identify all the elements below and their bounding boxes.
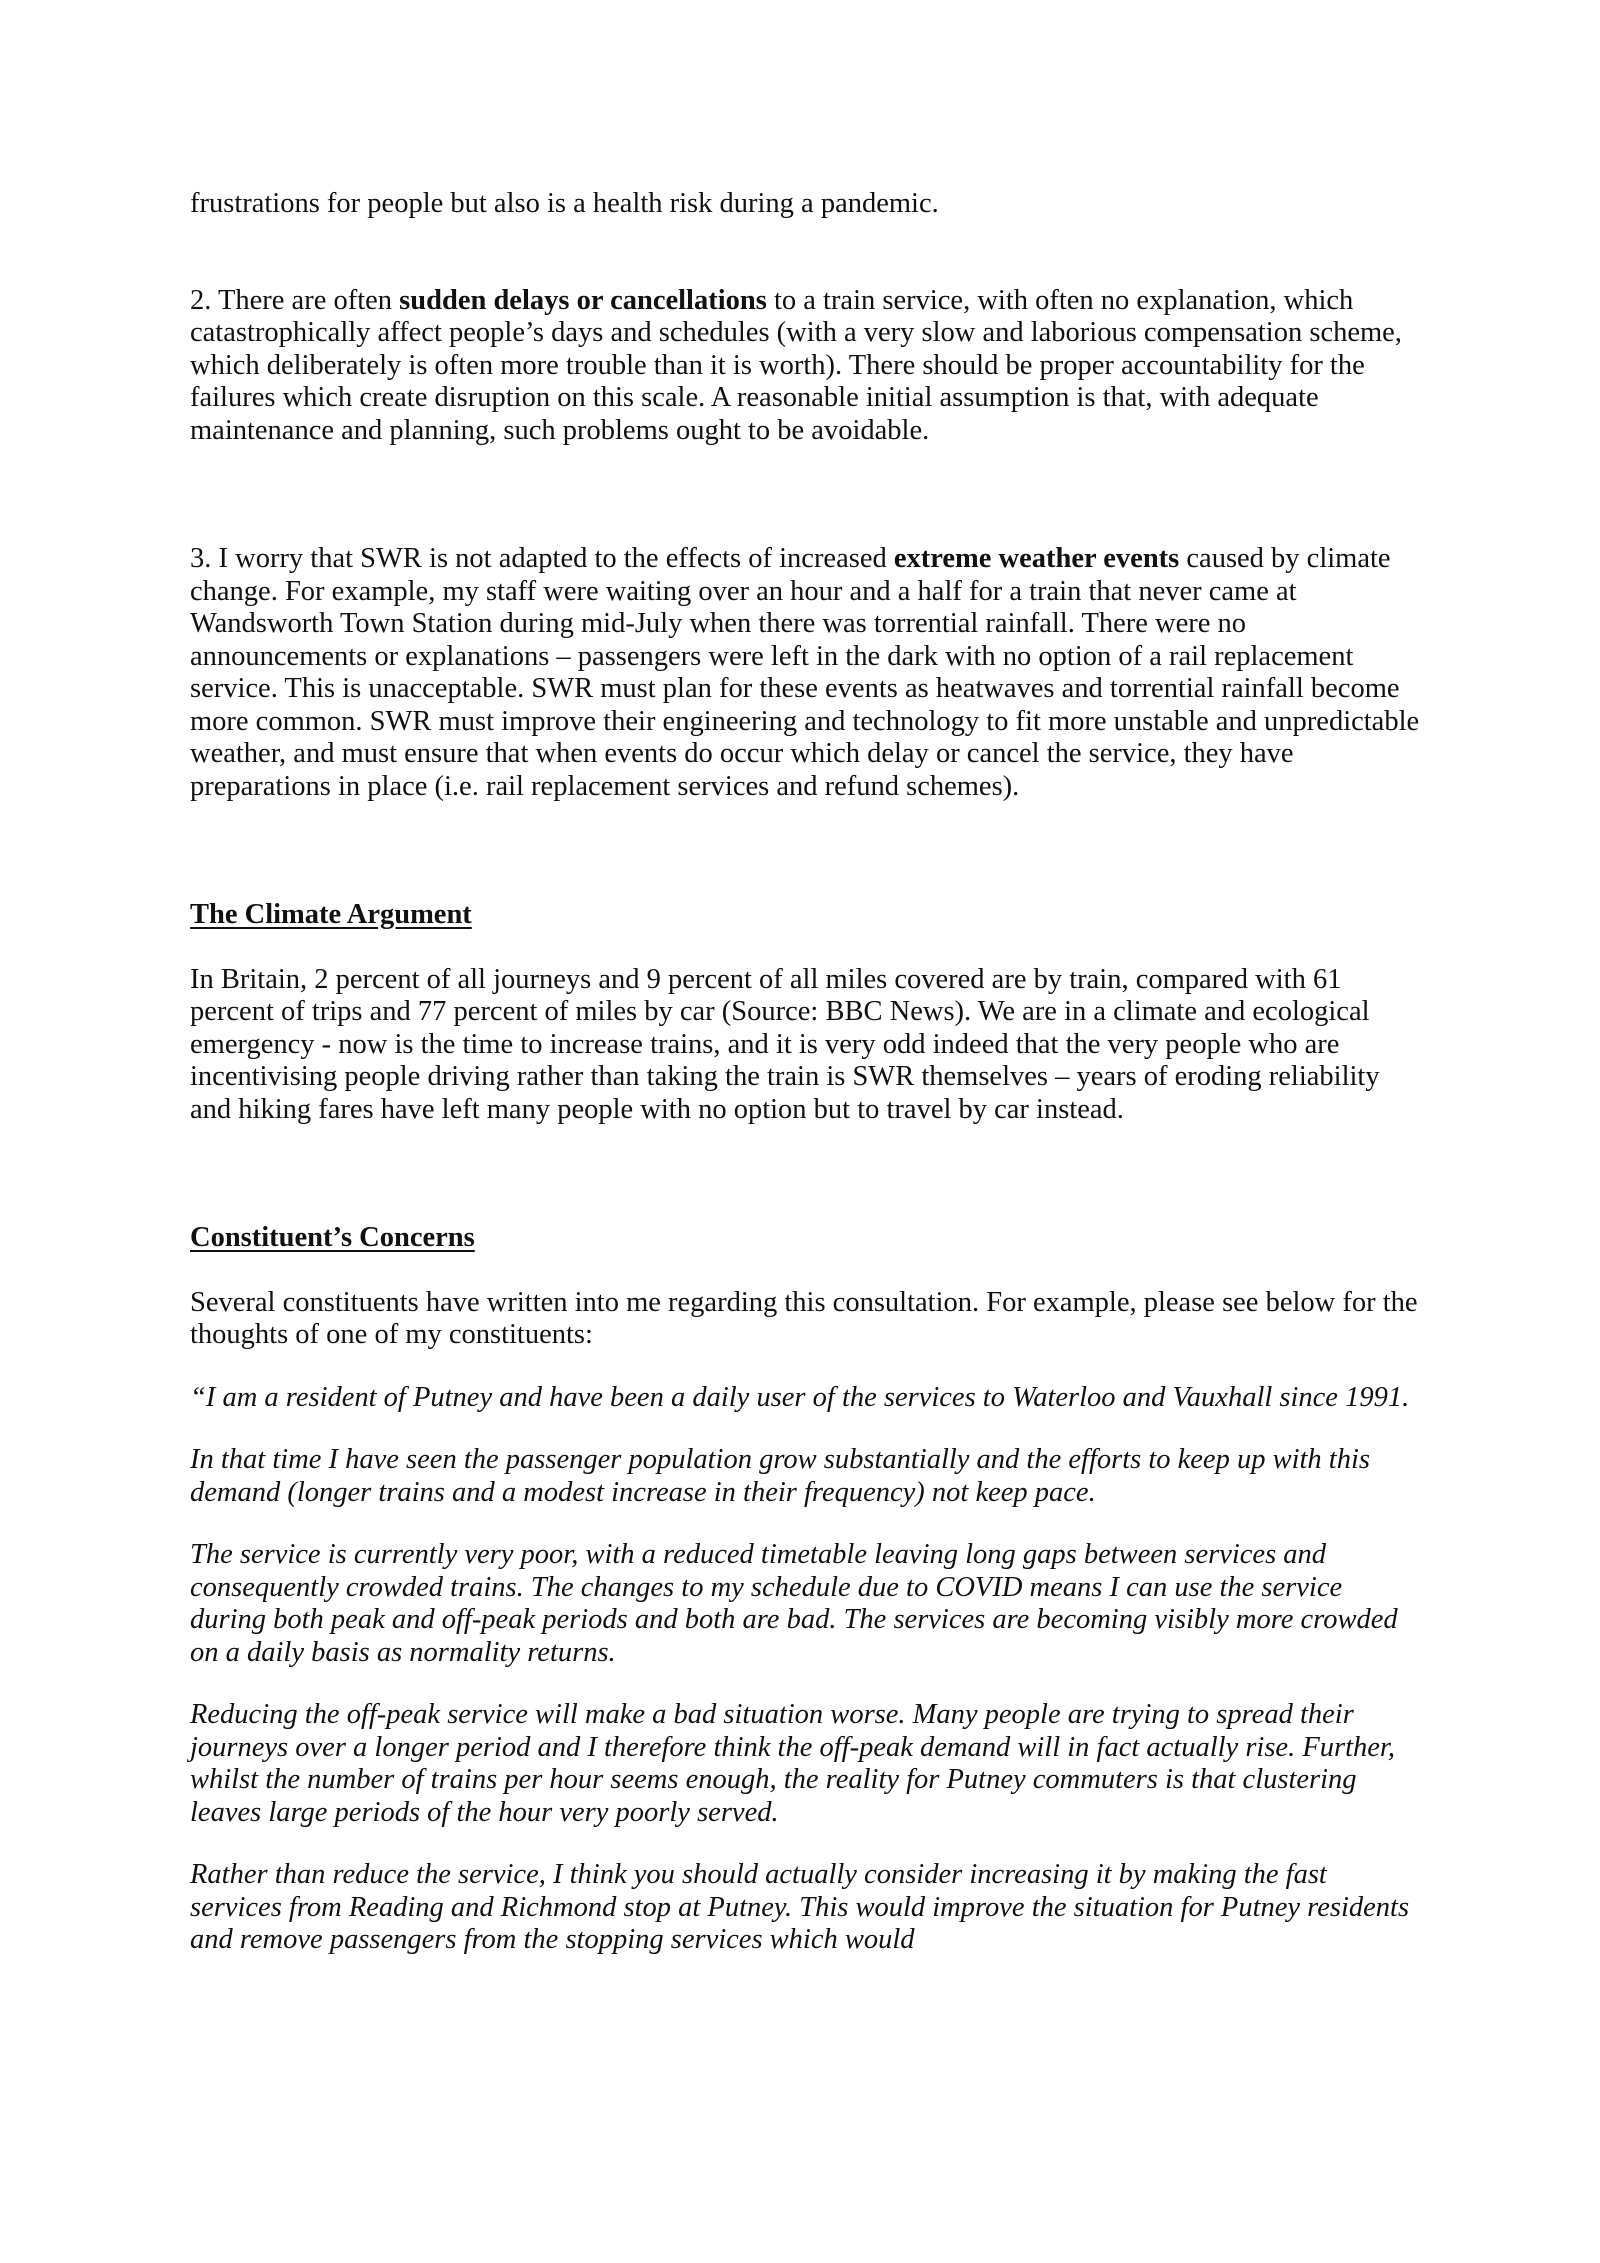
quote-paragraph-5: Rather than reduce the service, I think you should actually consider increasing it by making the fast services from Reading and Richmond stop at Putney. This would improve the situation for Putney residents and remove passengers from the stopping services which would [190,1859,1410,1955]
concerns-intro-paragraph: Several constituents have written into me regarding this consultation. For example, please see below for the thoughts of one of my constituents: [190,1286,1418,1350]
spacer [190,1829,1422,1859]
document-body [190,188,1422,1957]
spacer [190,1414,1422,1444]
point-3-bold-phrase: extreme weather events [893,543,1180,574]
spacer [190,1255,1422,1287]
paragraph-intro-continued: frustrations for people but also is a health risk during a pandemic. [190,188,939,219]
point-3-text-end: caused by climate change. For example, my staff were waiting over an hour and a half for a train that never came at Wandsworth Town Station during mid-July when there was torrential rainfall. There were no announcements or explanations – passengers were left in the dark with no option of a rail replacement service. This is unacceptable. SWR must plan for these events as heatwaves and torrential rainfall become more common. SWR must improve their engineering and technology to fit more unstable and unpredictable weather, and must ensure that when events do occur which delay or cancel the service, they have preparations in place (i.e. rail replacement services and refund schemes). [190,543,1420,802]
quote-paragraph-2: In that time I have seen the passenger population grow substantially and the efforts to keep up with this demand (longer trains and a modest increase in their frequency) not keep pace. [190,1444,1370,1508]
spacer [190,1509,1422,1539]
spacer [190,1126,1422,1222]
quote-paragraph-3: The service is currently very poor, with a reduced timetable leaving long gaps between services and consequently crowded trains. The changes to my schedule due to COVID means I can use the service during both peak and off-peak periods and both are bad. The services are becoming visibly more crowded on a daily basis as normality returns. [190,1539,1398,1668]
spacer [190,1352,1422,1382]
quote-paragraph-4: Reducing the off-peak service will make a bad situation worse. Many people are trying to spread their journeys over a longer period and I therefore think the off-peak demand will in fact actually rise. Further, whilst the number of trains per hour seems enough, the reality for Putney commuters is that clustering leaves large periods of the hour very poorly served. [190,1699,1395,1828]
paragraph-point-2 [190,285,1422,448]
point-2-bold-phrase: sudden delays or cancellations [399,284,767,316]
spacer [190,221,1422,285]
spacer [190,447,1422,543]
climate-argument-paragraph: In Britain, 2 percent of all journeys and 9 percent of all miles covered are by train, compared with 61 percent of trips and 77 percent of miles by car (Source: BBC News). We are in a climate and ecological emergency - now is the time to increase trains, and it is very odd indeed that the very people who are incentivising people driving rather than taking the train is SWR themselves – years of eroding reliability and hiking fares have left many people with no option but to travel by car instead. [190,963,1380,1125]
quote-paragraph-1: “I am a resident of Putney and have been a daily user of the services to Waterloo and Vauxhall since 1991. [190,1381,1410,1413]
spacer [190,1669,1422,1699]
spacer [190,803,1422,899]
point-2-text-start: 2. There are often [190,284,400,316]
constituents-concerns-heading: Constituent’s Concerns [190,1222,475,1253]
climate-argument-heading: The Climate Argument [190,899,472,930]
paragraph-point-3 [190,543,1422,803]
point-2-text-end: to a train service, with often no explanation, which catastrophically affect people’s days and schedules (with a very slow and laborious compensation scheme, which deliberately is often more trouble than it is worth). There should be proper accountability for the failures which create disruption on this scale. A reasonable initial assumption is that, with adequate maintenance and planning, such problems ought to be avoidable. [190,284,1402,446]
spacer [190,932,1422,964]
point-3-text-start: 3. I worry that SWR is not adapted to the effects of increased [190,543,894,574]
